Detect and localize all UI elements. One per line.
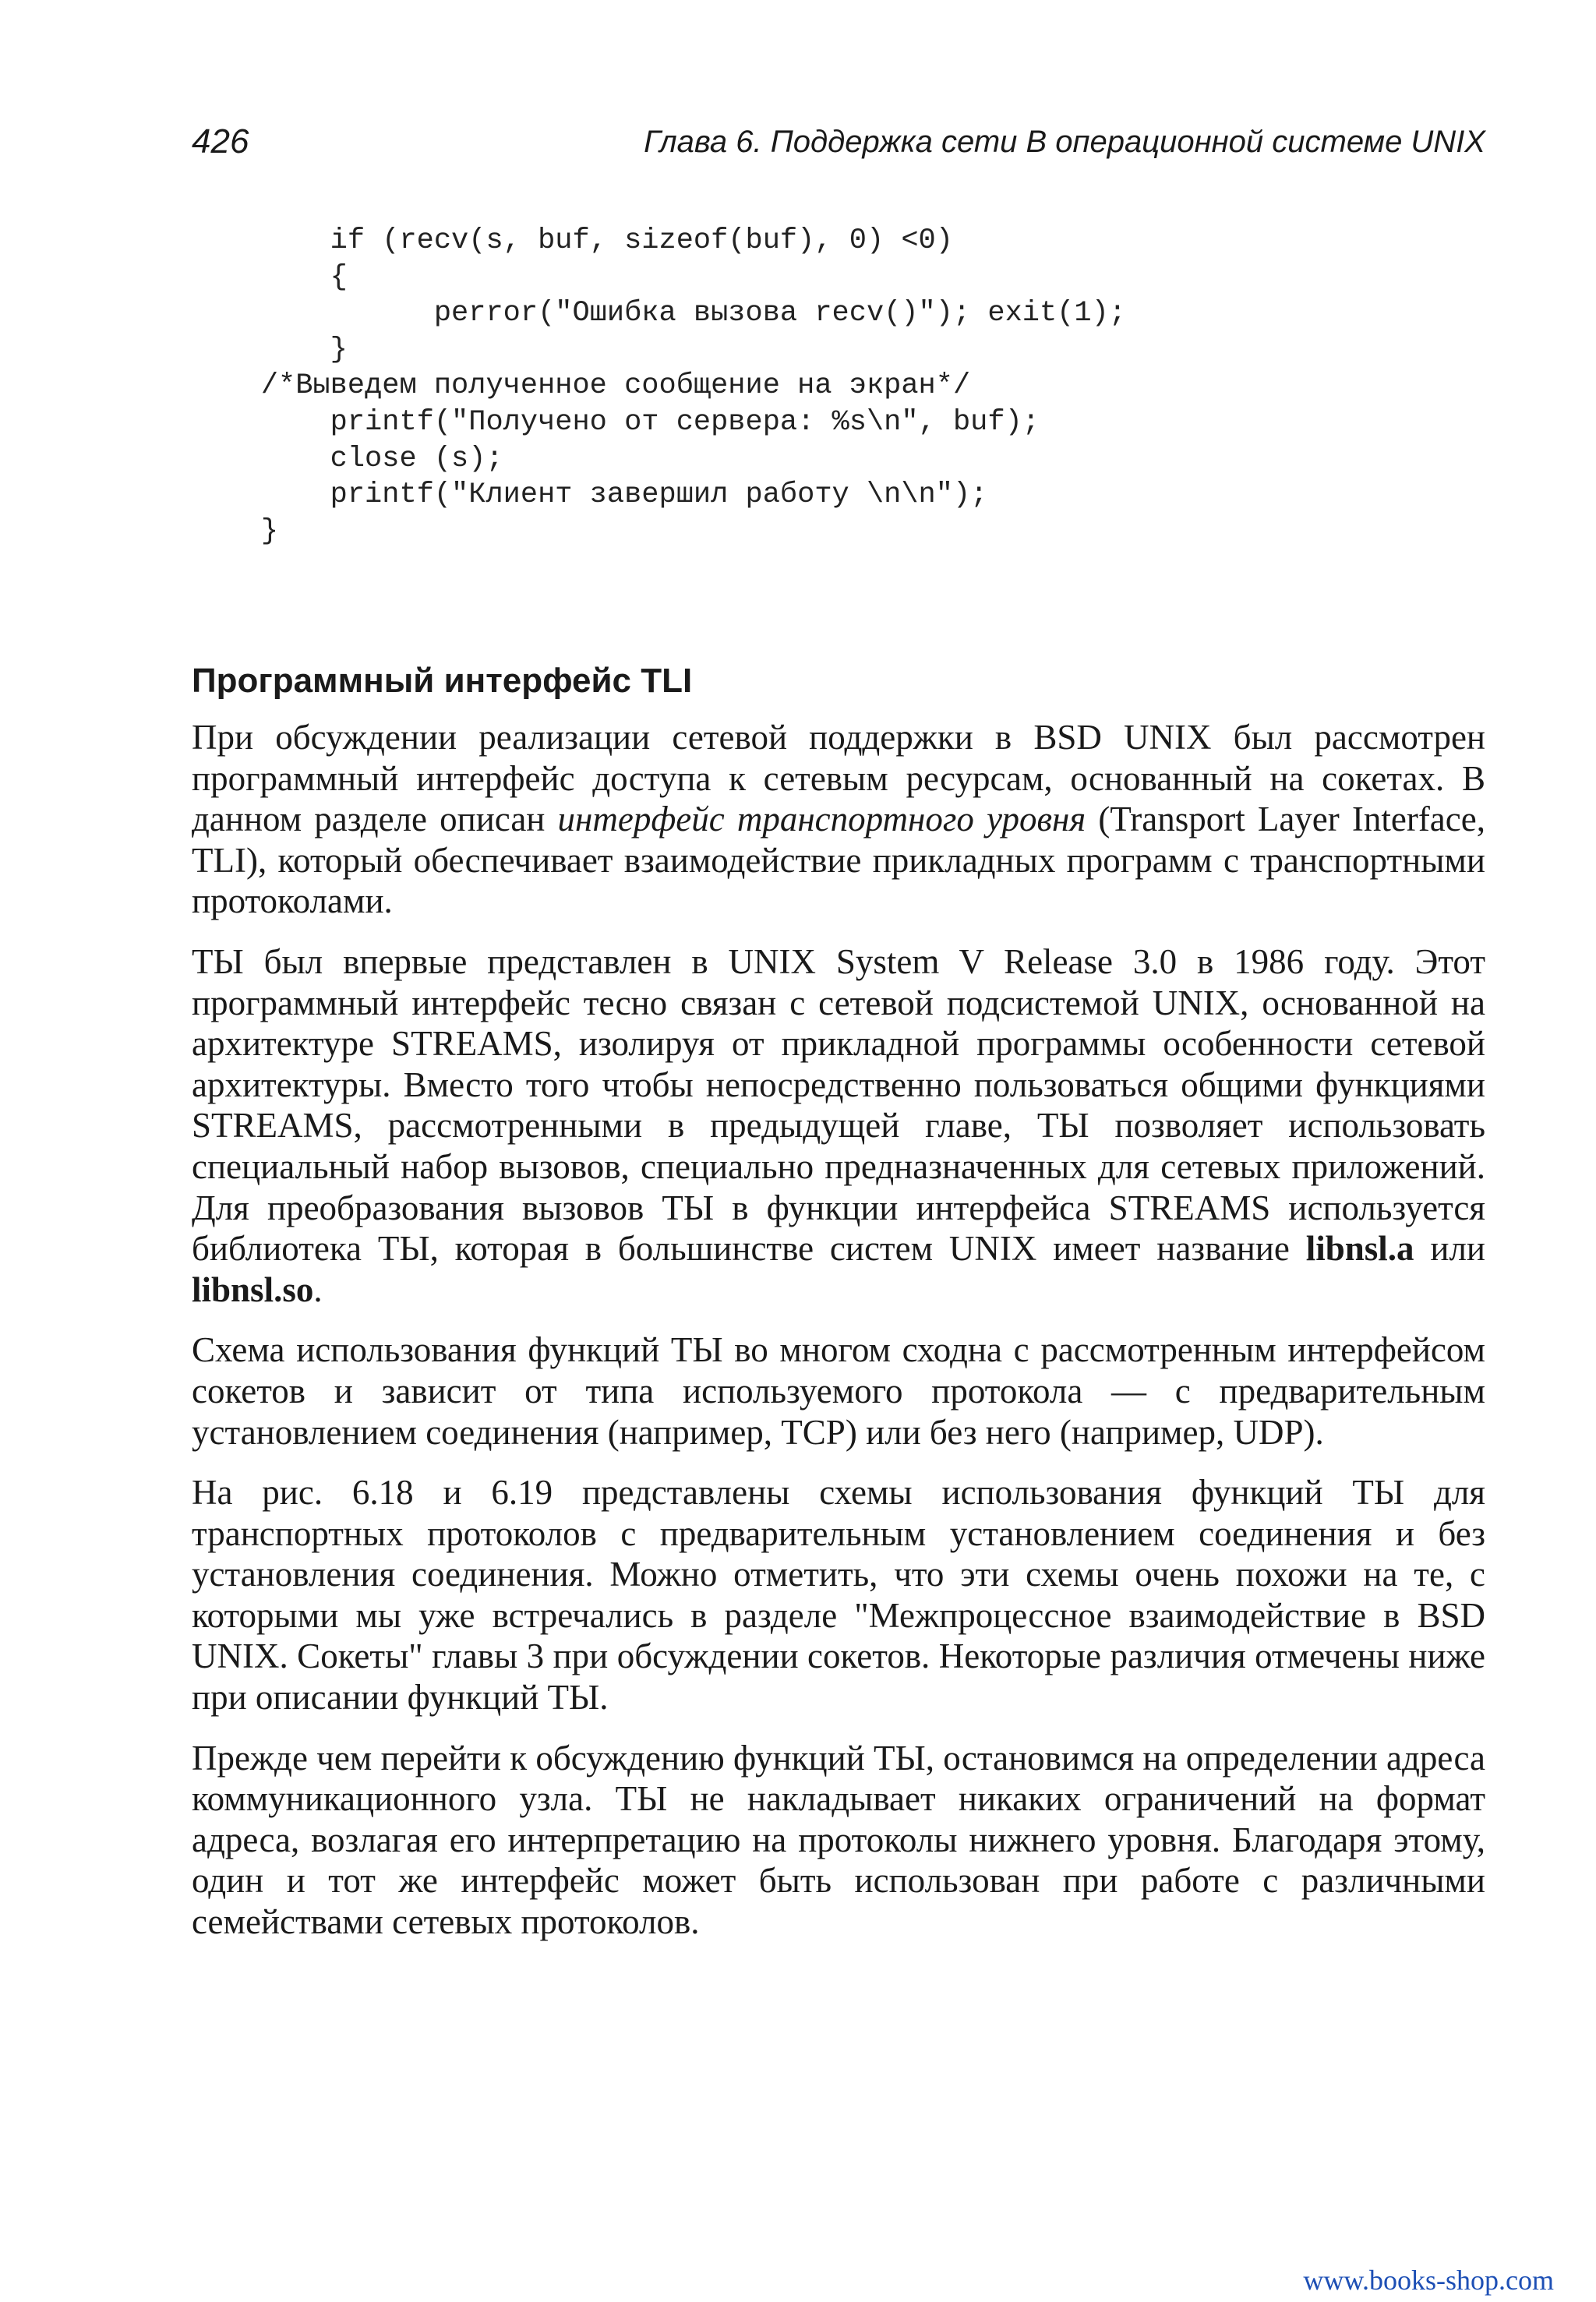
paragraph-text: . xyxy=(313,1269,323,1309)
term-emphasis: интерфейс транспортного уровня xyxy=(557,800,1086,839)
code-line: close (s); xyxy=(192,442,503,475)
code-line: printf("Клиент завершил работу \n\n"); xyxy=(192,478,988,512)
page-number: 426 xyxy=(192,122,249,161)
paragraph-text: или xyxy=(1414,1229,1486,1269)
paragraph xyxy=(192,717,1485,922)
paragraph-text: ТЫ был впервые представлен в UNIX System V Release 3.0 в 1986 году. Этот программный интерфейс тесно связан с сетевой подсистемой UNIX, основанной на архитектуре STREAMS, изолируя от прикладной программы особенности сетевой архитектуры. Вместо того чтобы непосредственно пользоваться общими функциями STREAMS, рассмотренными в предыдущей главе, ТЫ позволяет использовать специальный набор вызовов, специально предназначенных для сетевых приложений. Для преобразования вызовов ТЫ в функции интерфейса STREAMS используется библиотека ТЫ, которая в большинстве систем UNIX имеет название xyxy=(192,941,1485,1269)
site-watermark-link[interactable]: www.books-shop.com xyxy=(1303,2265,1554,2296)
body-text xyxy=(192,717,1485,1962)
code-line: printf("Получено от сервера: %s\n", buf); xyxy=(192,405,1040,439)
code-line: } xyxy=(192,514,279,548)
library-name: libnsl.a xyxy=(1305,1229,1414,1269)
paragraph xyxy=(192,941,1485,1310)
code-line: /*Выведем полученное сообщение на экран*/ xyxy=(192,369,971,403)
running-head xyxy=(192,118,1485,165)
paragraph: Схема использования функций ТЫ во многом сходна с рассмотренным интерфейсом сокетов и зависит от типа используемого протокола — с предварительным установлением соединения (например, TCP) или без него (например, UDP). xyxy=(192,1330,1485,1452)
code-line: } xyxy=(192,333,348,366)
code-line: { xyxy=(192,260,348,294)
code-listing xyxy=(192,223,1126,549)
chapter-title: Глава 6. Поддержка сети В операционной системе UNIX xyxy=(644,125,1485,159)
section-heading: Программный интерфейс TLI xyxy=(192,662,693,700)
paragraph: Прежде чем перейти к обсуждению функций ТЫ, остановимся на определении адреса коммуникационного узла. ТЫ не накладывает никаких ограничений на формат адреса, возлагая его интерпретацию на протоколы нижнего уровня. Благодаря этому, один и тот же интерфейс может быть использован при работе с различными семействами сетевых протоколов. xyxy=(192,1738,1485,1942)
code-line: if (recv(s, buf, sizeof(buf), 0) <0) xyxy=(192,224,953,257)
library-name: libnsl.so xyxy=(192,1269,314,1309)
code-line: perror("Ошибка вызова recv()"); exit(1); xyxy=(192,297,1126,330)
paragraph-text: При обсуждении реализации сетевой поддержки в BSD UNIX был рассмотрен программный интерфейс доступа к сетевым ресурсам, основанный на сокетах. В данном разделе описан xyxy=(192,718,1485,839)
paragraph-text: (Transport Layer Interface, TLI), который обеспечивает взаимодействие прикладных программ с транспортными протоколами. xyxy=(192,800,1485,921)
paragraph: На рис. 6.18 и 6.19 представлены схемы использования функций ТЫ для транспортных протоколов с предварительным установлением соединения и без установления соединения. Можно отметить, что эти схемы очень похожи на те, с которыми мы уже встречались в разделе "Межпроцессное взаимодействие в BSD UNIX. Сокеты" главы 3 при обсуждении сокетов. Некоторые различия отмечены ниже при описании функций ТЫ. xyxy=(192,1473,1485,1718)
